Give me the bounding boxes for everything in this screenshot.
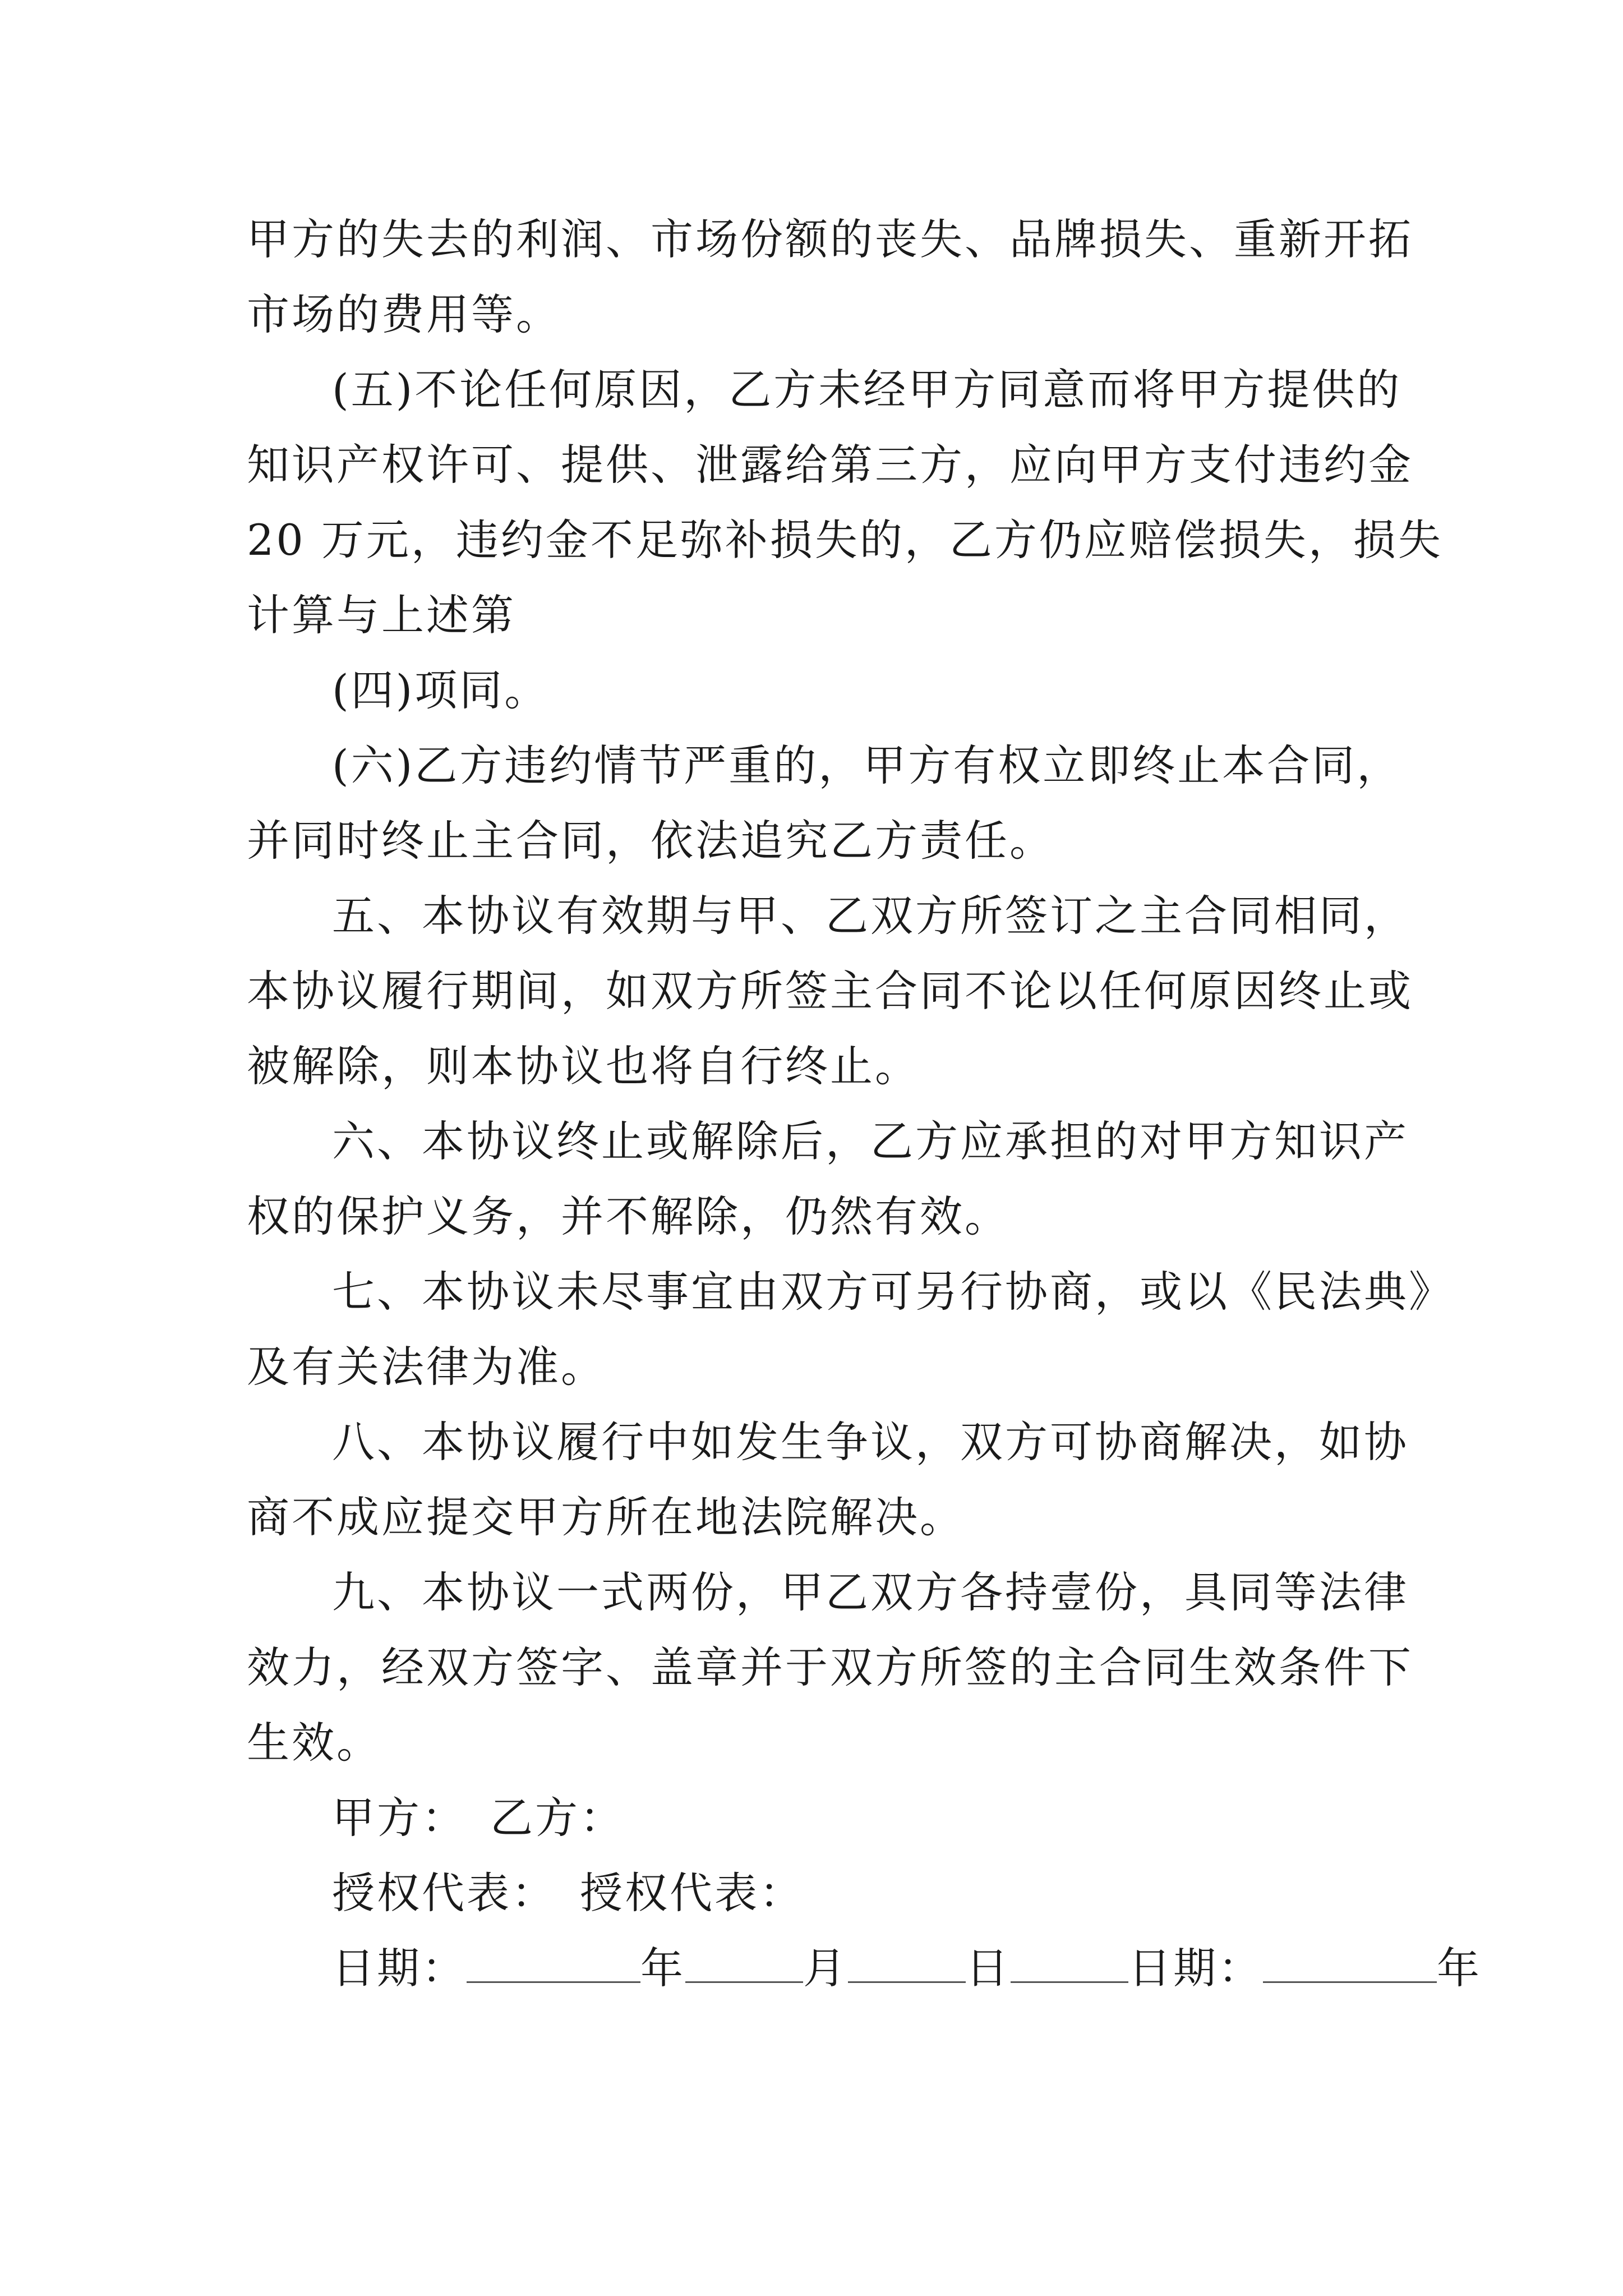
year-blank-party-b[interactable]: [1263, 1942, 1437, 1983]
text-line: (五)不论任何原因，乙方未经甲方同意而将甲方提供的: [332, 365, 1402, 415]
text-line: 知识产权许可、提供、泄露给第三方，应向甲方支付违约金: [247, 440, 1413, 490]
text-line: 商不成应提交甲方所在地法院解决。: [247, 1492, 965, 1542]
spacer-blank[interactable]: [1011, 1942, 1128, 1983]
date-label-party-b: 日期：: [1128, 1943, 1263, 1993]
representative-line: 授权代表： 授权代表：: [332, 1868, 804, 1918]
paragraph-continuation: [247, 202, 1413, 352]
text-line: 效力，经双方签字、盖章并于双方所签的主合同生效条件下: [247, 1642, 1413, 1692]
paragraph-clause-6: [247, 728, 1402, 878]
text-line: 并同时终止主合同，依法追究乙方责任。: [247, 816, 1054, 866]
signature-block: [247, 1780, 1482, 2006]
paragraph-article-5: [247, 878, 1413, 1104]
text-line: 本协议履行期间，如双方所签主合同不论以任何原因终止或: [247, 966, 1413, 1016]
text-line: 九、本协议一式两份，甲乙双方各持壹份，具同等法律: [332, 1567, 1409, 1617]
paragraph-article-7: [247, 1254, 1454, 1405]
text-line: 甲方的失去的利润、市场份额的丧失、品牌损失、重新开拓: [247, 214, 1413, 264]
text-line: 七、本协议未尽事宜由双方可另行协商，或以《民法典》: [332, 1267, 1454, 1317]
paragraph-article-6: [247, 1104, 1409, 1254]
document-body: [247, 202, 1482, 2006]
month-label: 月: [803, 1943, 848, 1993]
paragraph-article-8: [247, 1405, 1409, 1555]
year-label: 年: [640, 1943, 685, 1993]
paragraph-clause-4-ref: [247, 653, 1391, 728]
text-line: (四)项同。: [332, 665, 550, 715]
text-line: 计算与上述第: [247, 590, 516, 640]
day-label: 日: [966, 1943, 1011, 1993]
text-line: 权的保护义务，并不解除，仍然有效。: [247, 1191, 1009, 1241]
year-blank-party-a[interactable]: [467, 1942, 640, 1983]
party-line: 甲方： 乙方：: [332, 1793, 625, 1843]
text-line: 生效。: [247, 1718, 381, 1768]
text-line: 五、本协议有效期与甲、乙双方所签订之主合同相同，: [332, 891, 1409, 941]
paragraph-clause-5: [247, 352, 1443, 653]
year-label-party-b: 年: [1437, 1943, 1482, 1993]
text-line: 20 万元，违约金不足弥补损失的，乙方仍应赔偿损失，损失: [247, 515, 1443, 565]
text-line: (六)乙方违约情节严重的，甲方有权立即终止本合同，: [332, 740, 1402, 790]
date-line: [247, 1931, 1482, 2006]
text-line: 被解除，则本协议也将自行终止。: [247, 1041, 920, 1091]
date-label-party-a: 日期：: [332, 1943, 467, 1993]
text-line: 六、本协议终止或解除后，乙方应承担的对甲方知识产: [332, 1116, 1409, 1166]
month-blank-party-a[interactable]: [685, 1942, 803, 1983]
paragraph-article-9: [247, 1555, 1413, 1780]
day-blank-party-a[interactable]: [848, 1942, 966, 1983]
text-line: 及有关法律为准。: [247, 1342, 606, 1392]
text-line: 八、本协议履行中如发生争议，双方可协商解决，如协: [332, 1417, 1409, 1467]
text-line: 市场的费用等。: [247, 289, 561, 339]
